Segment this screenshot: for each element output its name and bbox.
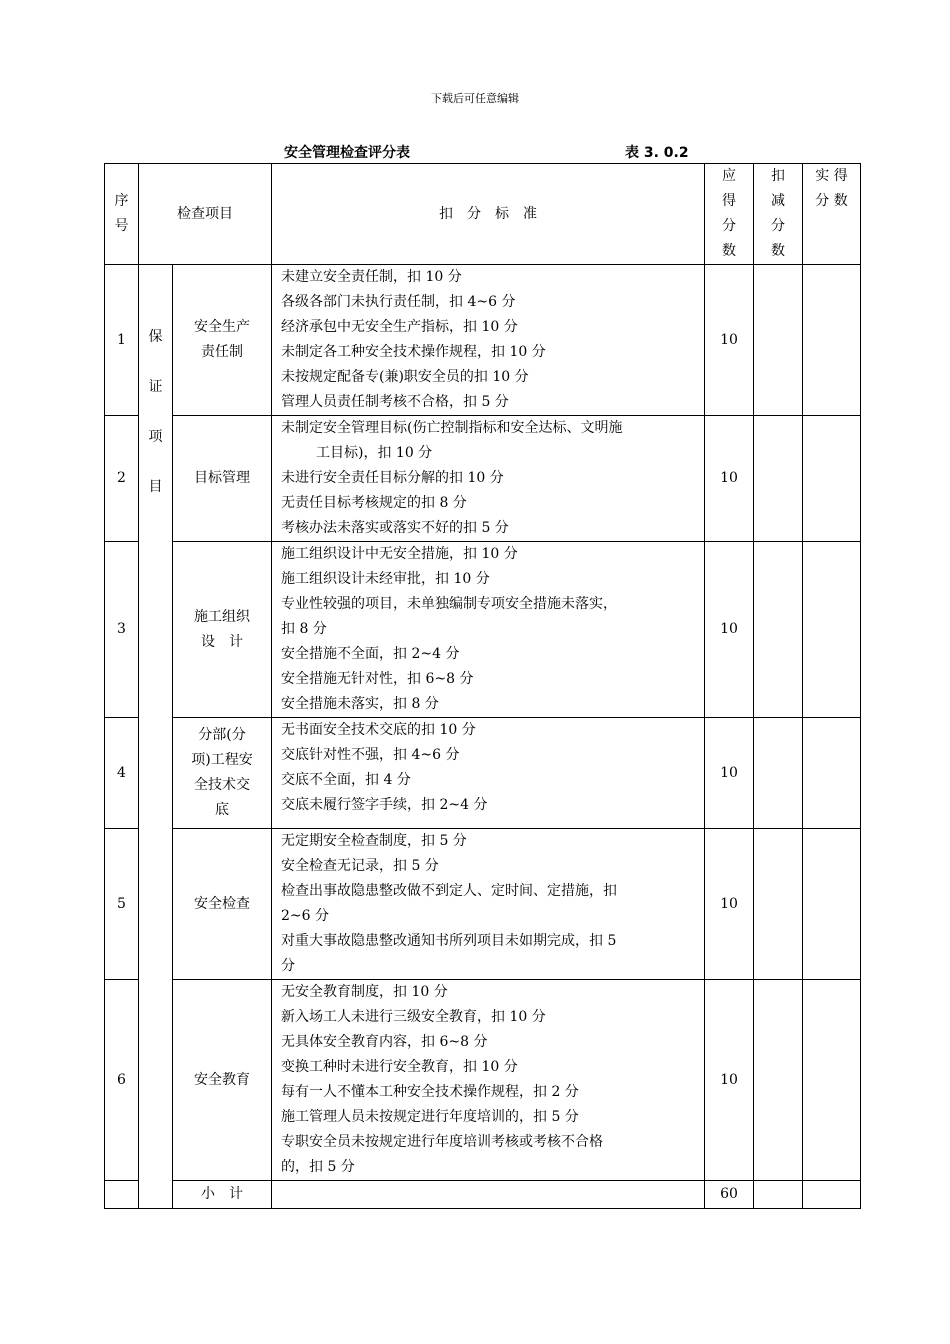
criteria-line: 的，扣 5 分 xyxy=(281,1159,355,1175)
header-note: 下载后可任意编辑 xyxy=(431,92,519,105)
actual-score-header xyxy=(803,164,861,265)
row-due-score: 10 xyxy=(705,718,754,829)
row-criteria xyxy=(272,542,705,718)
due-header-char: 数 xyxy=(722,243,736,259)
item-line: 安全检查 xyxy=(194,895,250,912)
criteria-line: 2~6 分 xyxy=(281,908,329,924)
row-due-score: 10 xyxy=(705,542,754,718)
row-deduct-score[interactable] xyxy=(754,718,803,829)
row-actual-score[interactable] xyxy=(803,265,861,416)
deduct-score-header xyxy=(754,164,803,265)
subtotal-criteria xyxy=(272,1181,705,1209)
row-criteria xyxy=(272,980,705,1181)
item-line: 分部(分 xyxy=(198,727,246,743)
row-criteria xyxy=(272,718,705,829)
criteria-line: 未制定安全管理目标(伤亡控制指标和安全达标、文明施 xyxy=(281,420,623,436)
table-row xyxy=(105,718,861,829)
item-header: 检查项目 xyxy=(139,164,272,265)
row-criteria xyxy=(272,265,705,416)
row-item xyxy=(173,416,272,542)
item-line: 全技术交 xyxy=(194,777,250,793)
criteria-line: 施工组织设计未经审批，扣 10 分 xyxy=(281,571,490,587)
row-item xyxy=(173,265,272,416)
criteria-line: 未进行安全责任目标分解的扣 10 分 xyxy=(281,470,504,486)
criteria-line: 交底针对性不强，扣 4~6 分 xyxy=(281,747,460,763)
criteria-line: 安全措施未落实，扣 8 分 xyxy=(281,696,439,712)
criteria-line: 安全检查无记录，扣 5 分 xyxy=(281,858,439,874)
item-line: 施工组织 xyxy=(194,608,250,625)
table-title: 安全管理检查评分表 xyxy=(284,145,410,161)
subtotal-deduct-score[interactable] xyxy=(754,1181,803,1209)
due-header-char: 分 xyxy=(722,218,736,234)
criteria-line: 分 xyxy=(281,958,295,974)
row-due-score: 10 xyxy=(705,980,754,1181)
criteria-line: 施工组织设计中无安全措施，扣 10 分 xyxy=(281,546,518,562)
criteria-line: 无安全教育制度，扣 10 分 xyxy=(281,984,448,1000)
table-row xyxy=(105,416,861,542)
item-line: 安全生产 xyxy=(194,319,250,335)
row-criteria xyxy=(272,829,705,980)
row-seq: 4 xyxy=(105,718,139,829)
row-deduct-score[interactable] xyxy=(754,416,803,542)
criteria-line: 未按规定配备专(兼)职安全员的扣 10 分 xyxy=(281,369,529,385)
group-label-char: 项 xyxy=(148,429,163,445)
criteria-line: 无具体安全教育内容，扣 6~8 分 xyxy=(281,1034,488,1050)
criteria-line: 对重大事故隐患整改通知书所列项目未如期完成，扣 5 xyxy=(281,933,617,949)
criteria-line: 专职安全员未按规定进行年度培训考核或考核不合格 xyxy=(281,1134,603,1150)
item-line: 目标管理 xyxy=(194,470,250,486)
criteria-line: 管理人员责任制考核不合格，扣 5 分 xyxy=(281,394,509,410)
row-deduct-score[interactable] xyxy=(754,980,803,1181)
criteria-line: 变换工种时未进行安全教育，扣 10 分 xyxy=(281,1059,518,1075)
row-actual-score[interactable] xyxy=(803,829,861,980)
criteria-line: 专业性较强的项目，未单独编制专项安全措施未落实， xyxy=(281,596,617,612)
table-row xyxy=(105,265,861,416)
due-header-char: 应 xyxy=(722,168,736,184)
row-actual-score[interactable] xyxy=(803,718,861,829)
criteria-line: 新入场工人未进行三级安全教育，扣 10 分 xyxy=(281,1009,546,1025)
row-seq: 3 xyxy=(105,542,139,718)
criteria-line: 安全措施无针对性，扣 6~8 分 xyxy=(281,671,474,687)
actual-header-line: 实 得 xyxy=(815,168,848,184)
deduct-header-char: 减 xyxy=(771,193,785,209)
subtotal-due-score: 60 xyxy=(705,1181,754,1209)
table-row xyxy=(105,829,861,980)
criteria-line: 未建立安全责任制，扣 10 分 xyxy=(281,269,462,285)
actual-header-line: 分 数 xyxy=(815,193,848,209)
seq-header xyxy=(105,164,139,265)
row-due-score: 10 xyxy=(705,416,754,542)
row-actual-score[interactable] xyxy=(803,980,861,1181)
row-due-score: 10 xyxy=(705,829,754,980)
criteria-line: 经济承包中无安全生产指标，扣 10 分 xyxy=(281,319,518,335)
seq-header-char: 序 xyxy=(114,193,129,209)
due-score-header xyxy=(705,164,754,265)
criteria-line: 考核办法未落实或落实不好的扣 5 分 xyxy=(281,520,509,536)
header-row xyxy=(105,164,861,265)
subtotal-actual-score[interactable] xyxy=(803,1181,861,1209)
item-line: 设 计 xyxy=(201,633,243,650)
group-label-char: 目 xyxy=(148,479,163,495)
criteria-line: 施工管理人员未按规定进行年度培训的，扣 5 分 xyxy=(281,1109,579,1125)
seq-header-char: 号 xyxy=(114,218,129,234)
row-item xyxy=(173,718,272,829)
row-criteria xyxy=(272,416,705,542)
criteria-line: 各级各部门未执行责任制，扣 4~6 分 xyxy=(281,294,516,310)
table-number: 表 3. 0.2 xyxy=(625,145,689,161)
criteria-line: 每有一人不懂本工种安全技术操作规程，扣 2 分 xyxy=(281,1084,579,1100)
criteria-line: 检查出事故隐患整改做不到定人、定时间、定措施，扣 xyxy=(281,883,617,899)
row-seq: 1 xyxy=(105,265,139,416)
row-deduct-score[interactable] xyxy=(754,265,803,416)
group-label xyxy=(139,265,173,1209)
criteria-line: 无责任目标考核规定的扣 8 分 xyxy=(281,495,467,511)
row-item xyxy=(173,542,272,718)
deduct-header-char: 扣 xyxy=(771,168,785,184)
criteria-line: 交底未履行签字手续，扣 2~4 分 xyxy=(281,797,488,813)
row-deduct-score[interactable] xyxy=(754,829,803,980)
row-item xyxy=(173,829,272,980)
table-row xyxy=(105,980,861,1181)
criteria-header: 扣 分 标 准 xyxy=(272,164,705,265)
item-line: 项)工程安 xyxy=(191,752,253,768)
criteria-line: 无定期安全检查制度，扣 5 分 xyxy=(281,833,467,849)
subtotal-label: 小 计 xyxy=(173,1181,272,1209)
due-header-char: 得 xyxy=(722,193,736,209)
row-deduct-score[interactable] xyxy=(754,542,803,718)
item-line: 安全教育 xyxy=(194,1071,250,1088)
row-seq: 6 xyxy=(105,980,139,1181)
subtotal-row xyxy=(105,1181,861,1209)
criteria-line: 未制定各工种安全技术操作规程，扣 10 分 xyxy=(281,344,546,360)
row-item xyxy=(173,980,272,1181)
criteria-line: 扣 8 分 xyxy=(281,621,327,637)
row-due-score: 10 xyxy=(705,265,754,416)
subtotal-seq xyxy=(105,1181,139,1209)
score-table xyxy=(104,163,861,1209)
group-label-char: 证 xyxy=(148,379,163,395)
row-seq: 5 xyxy=(105,829,139,980)
item-line: 责任制 xyxy=(201,344,243,360)
deduct-header-char: 分 xyxy=(771,218,785,234)
criteria-line: 安全措施不全面，扣 2~4 分 xyxy=(281,646,460,662)
table-row xyxy=(105,542,861,718)
criteria-line: 交底不全面，扣 4 分 xyxy=(281,772,411,788)
deduct-header-char: 数 xyxy=(771,243,785,259)
criteria-line: 无书面安全技术交底的扣 10 分 xyxy=(281,722,476,738)
item-line: 底 xyxy=(215,802,229,818)
row-actual-score[interactable] xyxy=(803,542,861,718)
row-seq: 2 xyxy=(105,416,139,542)
group-label-char: 保 xyxy=(148,329,163,345)
row-actual-score[interactable] xyxy=(803,416,861,542)
criteria-line: 工目标)，扣 10 分 xyxy=(316,445,433,461)
